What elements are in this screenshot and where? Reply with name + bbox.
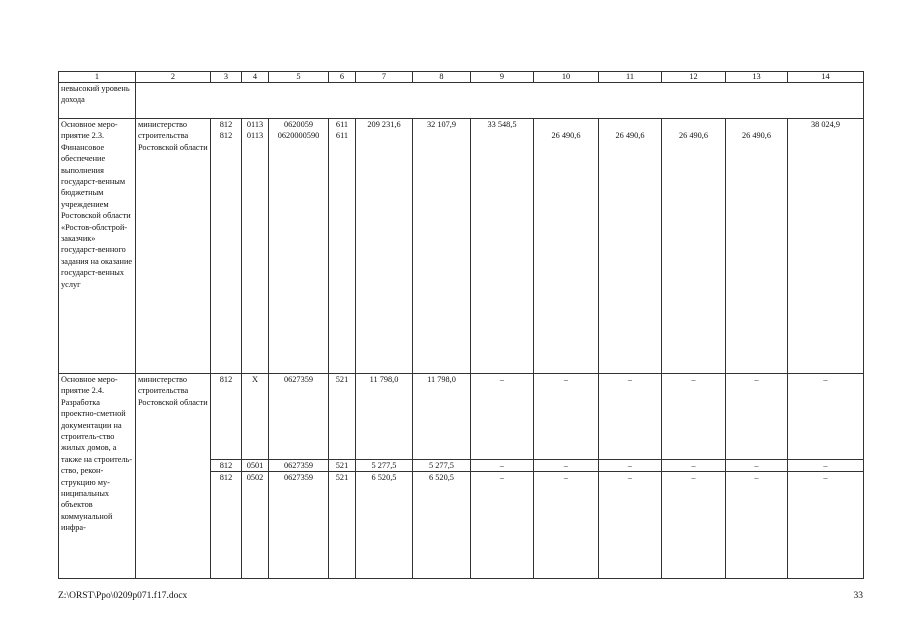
value-cell [356,119,413,374]
value: 812 [219,120,233,129]
code-cell: 0627359 [269,460,329,472]
dash-cell: – [788,460,864,472]
dash-cell: – [471,472,534,579]
value-cell: 6 520,5 [356,472,413,579]
header-cell: 9 [471,72,534,83]
value-cell: 6 520,5 [413,472,471,579]
value: 0113 [246,131,264,141]
dash-cell: – [726,374,788,460]
value-cell [534,119,599,374]
dash-cell: – [726,460,788,472]
header-cell: 1 [59,72,136,83]
code-cell: 0502 [242,472,269,579]
value-cell: 11 798,0 [356,374,413,460]
code-cell: 521 [329,472,356,579]
measure-name-cell: Основное меро-приятие 2.4. Разработка проектно-сметной документации на строитель-ство жилых домов, а также на строитель-ство, рекон-струкцию му-ниципальных объектов коммунальной инфра- [59,374,136,579]
value: 0620000590 [277,131,320,141]
executor-cell: министерство строительства Ростовской области [136,119,211,374]
dash-cell: – [534,472,599,579]
measure-name-cell: невысокий уровень дохода [59,83,136,119]
code-cell: 0501 [242,460,269,472]
code-cell: 812 [211,374,242,460]
header-cell: 6 [329,72,356,83]
code-cell [269,119,329,374]
code-cell: 812 [211,472,242,579]
dash-cell: – [599,472,662,579]
table-row [59,374,864,460]
dash-cell: – [599,374,662,460]
value: 38 024,9 [810,120,841,129]
value: 32 107,9 [426,120,457,129]
value-cell: 5 277,5 [356,460,413,472]
page-number: 33 [853,591,863,601]
value-cell [726,119,788,374]
value: 611 [335,120,349,129]
value: 33 548,5 [487,120,517,129]
code-cell: 521 [329,374,356,460]
value-cell [471,119,534,374]
value: 611 [335,131,349,141]
dash-cell: – [726,472,788,579]
dash-cell: – [788,472,864,579]
value: 26 490,6 [741,131,772,140]
header-cell: 8 [413,72,471,83]
header-cell: 11 [599,72,662,83]
code-cell: 812 [211,460,242,472]
value-cell: 5 277,5 [413,460,471,472]
header-cell: 2 [136,72,211,83]
code-cell: 0627359 [269,472,329,579]
dash-cell: – [662,472,726,579]
value: 26 490,6 [615,131,645,140]
measure-name-cell: Основное меро-приятие 2.3. Финансовое обеспечение выполнения государст-венным бюджетным учреждением Ростовской области «Ростов-облстрой-заказчик» государст-венного задания на оказание государст-венных услуг [59,119,136,374]
executor-cell: министерство строительства Ростовской области [136,374,211,579]
dash-cell: – [599,460,662,472]
header-cell: 4 [242,72,269,83]
code-cell: Х [242,374,269,460]
header-cell: 10 [534,72,599,83]
dash-cell: – [534,460,599,472]
code-cell: 521 [329,460,356,472]
header-cell: 13 [726,72,788,83]
page-footer [58,591,863,605]
value-cell [788,119,864,374]
dash-cell: – [471,374,534,460]
value-cell [662,119,726,374]
dash-cell: – [662,460,726,472]
value-cell [599,119,662,374]
header-cell: 12 [662,72,726,83]
header-cell: 14 [788,72,864,83]
value: 812 [219,131,233,141]
code-cell: 0627359 [269,374,329,460]
code-cell [329,119,356,374]
value: 26 490,6 [678,131,709,140]
table-row [59,119,864,374]
value: 0113 [246,120,264,129]
header-cell: 5 [269,72,329,83]
dash-cell: – [788,374,864,460]
value-cell: 11 798,0 [413,374,471,460]
dash-cell: – [534,374,599,460]
empty-cell [136,83,864,119]
dash-cell: – [662,374,726,460]
value: 0620059 [283,120,314,129]
file-path: Z:\ORST\Ppo\0209p071.f17.docx [58,591,188,601]
code-cell [242,119,269,374]
header-row [59,72,864,83]
code-cell [211,119,242,374]
header-cell: 3 [211,72,242,83]
header-cell: 7 [356,72,413,83]
budget-table [58,71,864,579]
value: 26 490,6 [551,131,581,140]
value-cell [413,119,471,374]
dash-cell: – [471,460,534,472]
table-row [59,83,864,119]
value: 209 231,6 [367,120,401,129]
